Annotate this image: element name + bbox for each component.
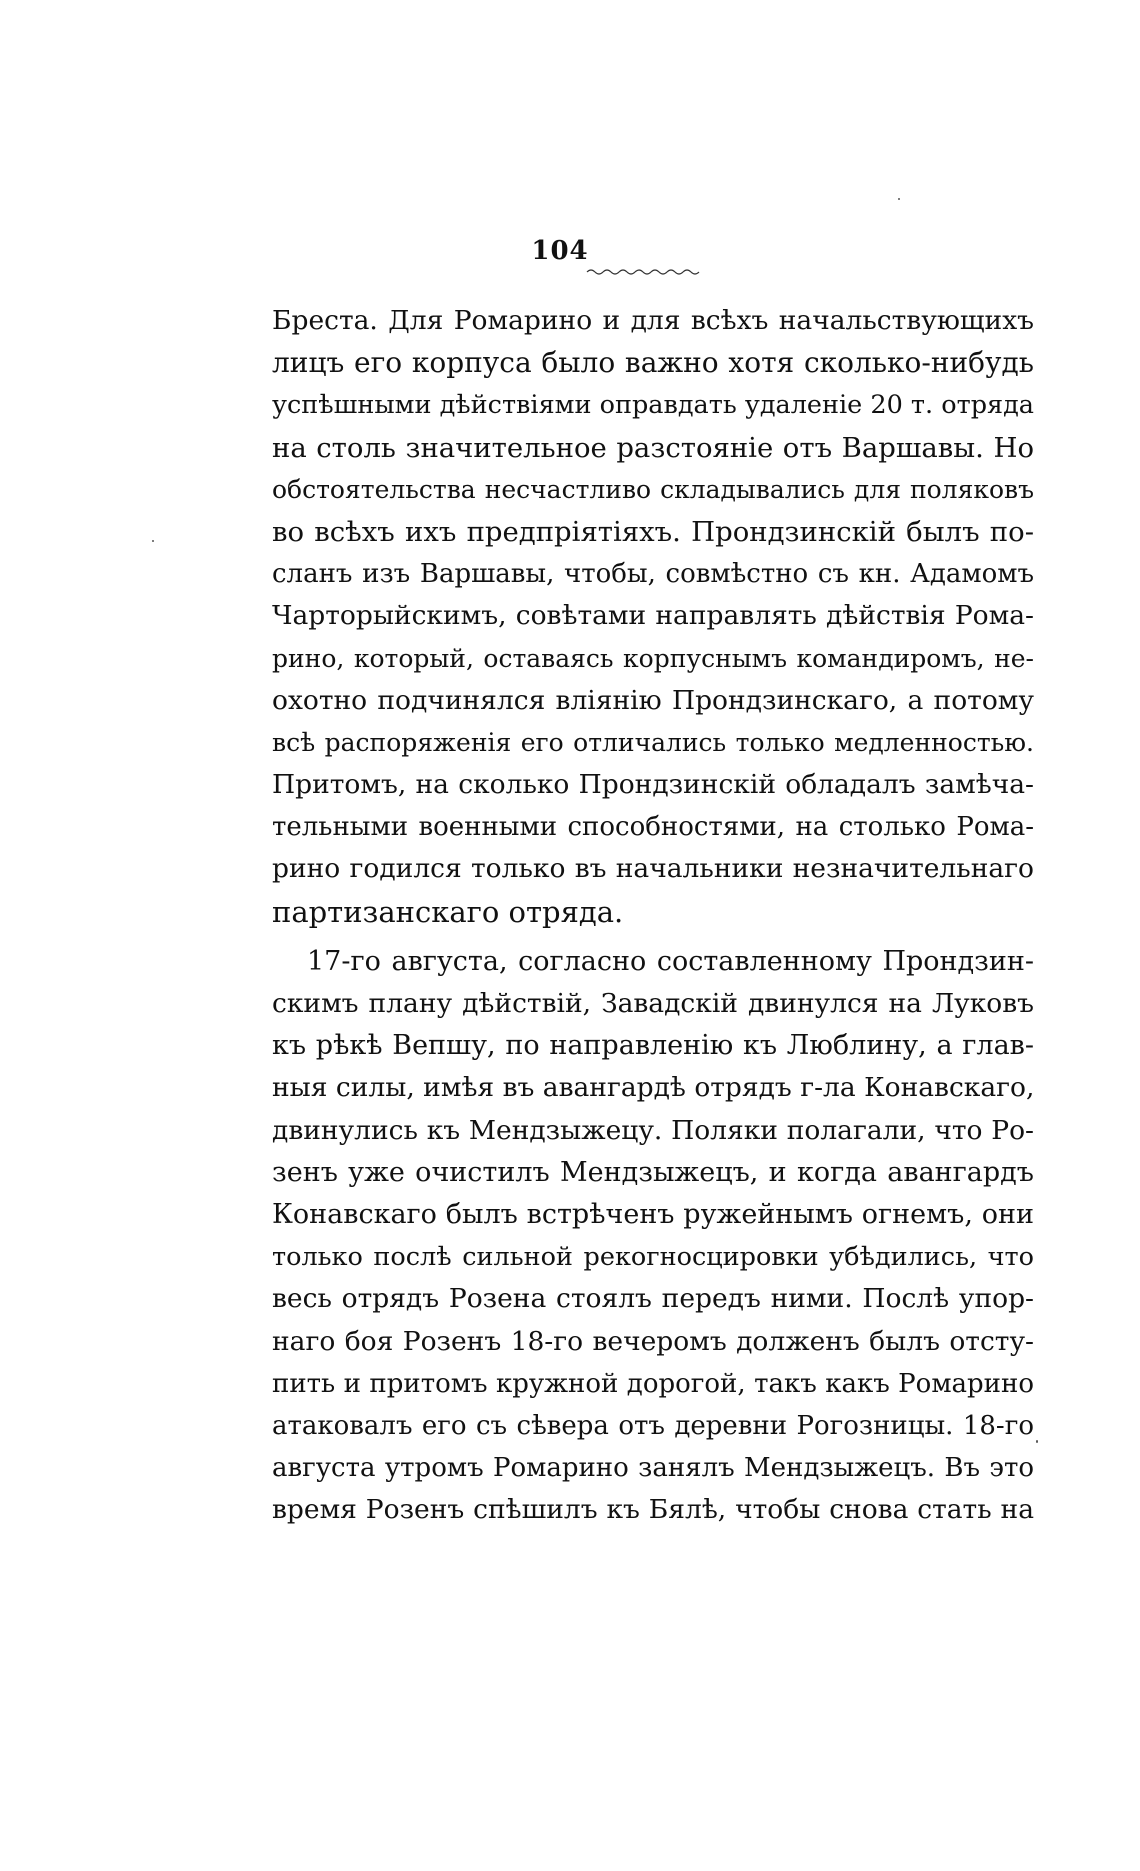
text-line: охотно подчинялся вліянію Прондзинскаго, а потому [272,684,1034,716]
paragraph-gap [272,933,1034,941]
scan-speck [152,540,154,542]
text-line: атаковалъ его съ сѣвера отъ деревни Рогозницы. 18-го [272,1410,1034,1441]
body-text [272,300,1034,1531]
text-line: 17-го августа, согласно составленному Прондзин- [307,945,1034,977]
text-line: наго боя Розенъ 18-го вечеромъ долженъ былъ отсту- [272,1325,1034,1357]
text-line: рино, который, оставаясь корпуснымъ командиромъ, не- [272,643,1034,673]
scan-speck [1036,1440,1038,1443]
text-line: тельными военными способностями, на столько Рома- [272,812,1034,843]
text-line: обстоятельства несчастливо складывались для поляковъ [272,474,1034,504]
text-line: рино годился только въ начальники незначительнаго [272,853,1034,885]
text-line: двинулись къ Мендзыжецу. Поляки полагали, что Ро- [272,1114,1034,1146]
text-line: зенъ уже очистилъ Мендзыжецъ, и когда авангардъ [272,1156,1034,1188]
text-line: весь отрядъ Розена стоялъ передъ ними. Послѣ упор- [272,1283,1034,1315]
text-line: Конавскаго былъ встрѣченъ ружейнымъ огнемъ, они [272,1198,1034,1230]
text-line: ныя силы, имѣя въ авангардѣ отрядъ г-ла Конавскаго, [272,1072,1035,1104]
text-line: лицъ его корпуса было важно хотя сколько-нибудь [272,346,1034,380]
text-line: августа утромъ Ромарино занялъ Мендзыжецъ. Въ это [272,1453,1034,1484]
text-line: партизанскаго отряда. [272,894,624,929]
text-line: время Розенъ спѣшилъ къ Бялѣ, чтобы снова стать на [272,1494,1034,1526]
text-line: къ рѣкѣ Вепшу, по направленію къ Люблину, а глав- [272,1030,1034,1062]
text-line: только послѣ сильной рекогносцировки убѣдились, что [272,1242,1034,1273]
page-number: 104 [531,236,589,266]
text-line: скимъ плану дѣйствій, Завадскій двинулся на Луковъ [272,988,1034,1019]
text-line: успѣшными дѣйствіями оправдать удаленіе 20 т. отряда [272,390,1035,421]
text-line: во всѣхъ ихъ предпріятіяхъ. Прондзинскій былъ по- [272,515,1034,548]
ornament-rule [585,266,705,276]
scan-speck [898,198,900,200]
text-line: Притомъ, на сколько Прондзинскій обладалъ замѣча- [272,769,1034,801]
text-line: Чарторыйскимъ, совѣтами направлять дѣйствія Рома- [272,600,1034,632]
text-line: на столь значительное разстояніе отъ Варшавы. Но [272,431,1034,464]
text-line: всѣ распоряженія его отличались только медленностью. [272,727,1034,757]
text-line: Бреста. Для Ромарино и для всѣхъ начальствующихъ [272,305,1034,336]
text-line: сланъ изъ Варшавы, чтобы, совмѣстно съ кн. Адамомъ [272,559,1034,590]
text-line: пить и притомъ кружной дорогой, такъ какъ Ромарино [272,1368,1034,1399]
